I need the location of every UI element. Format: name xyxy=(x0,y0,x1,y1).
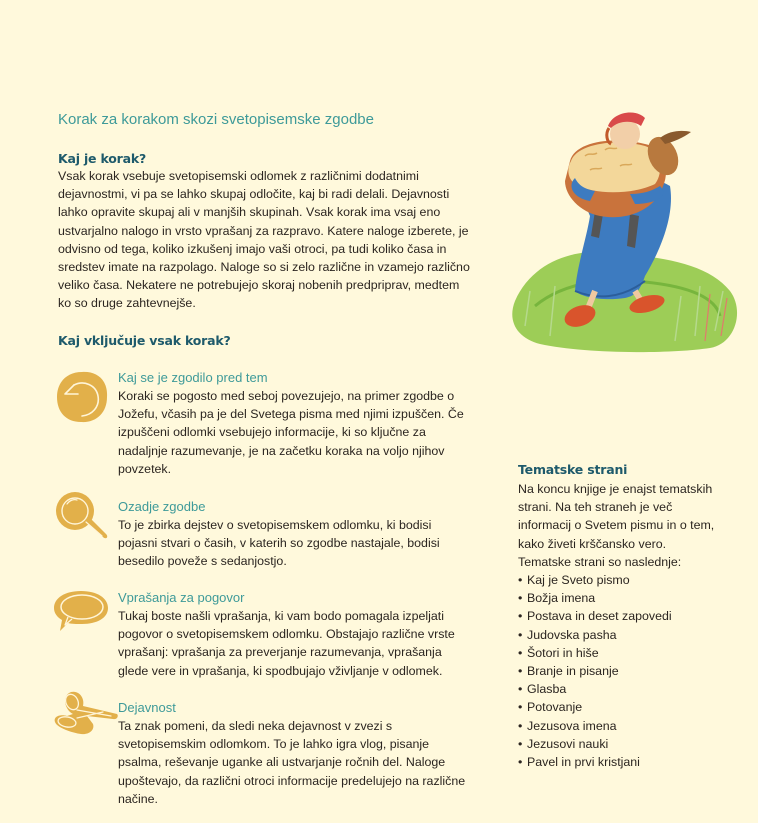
bullet-icon: • xyxy=(518,736,523,751)
topic-item xyxy=(518,644,718,662)
topic-item xyxy=(518,626,718,644)
page-title: Korak za korakom skozi svetopisemske zgodbe xyxy=(58,111,374,128)
included-heading: Kaj vključuje vsak korak? xyxy=(58,333,231,348)
topic-label: Pavel in prvi kristjani xyxy=(527,755,640,770)
topic-label: Šotori in hiše xyxy=(527,645,599,660)
sidebar-box xyxy=(518,480,718,771)
item-text: Tukaj boste našli vprašanja, ki vam bodo pomagala izpeljati pogovor o svetopisemskem odlomku. Obstajajo različne vrste vprašanj: vprašanja za preverjanje razumevanja, vprašanja glede vere in vprašanja, ki spodbujajo vživljanje v odlomek. xyxy=(118,609,455,678)
bullet-icon: • xyxy=(518,645,523,660)
item-story-background xyxy=(118,498,470,571)
bullet-icon: • xyxy=(518,573,523,588)
item-text: To je zbirka dejstev o svetopisemskem odlomku, ki bodisi pojasni stvari o časih, v katerih so zgodbe nastajale, bodisi besedilo poveže s sedanjostjo. xyxy=(118,518,440,569)
item-discussion-questions xyxy=(118,589,470,680)
bullet-icon: • xyxy=(518,591,523,606)
sidebar-heading: Tematske strani xyxy=(518,462,628,477)
bullet-icon: • xyxy=(518,682,523,697)
item-title: Vprašanja za pogovor xyxy=(118,590,245,605)
scissors-icon xyxy=(53,690,119,736)
bullet-icon: • xyxy=(518,627,523,642)
shepherd-sheep-illustration xyxy=(495,86,755,356)
item-title: Ozadje zgodbe xyxy=(118,499,206,514)
topic-label: Kaj je Sveto pismo xyxy=(527,573,630,588)
topic-label: Branje in pisanje xyxy=(527,664,619,679)
circular-arrow-icon xyxy=(54,369,110,425)
item-title: Kaj se je zgodilo pred tem xyxy=(118,370,268,385)
topic-label: Jezusova imena xyxy=(527,718,617,733)
topic-item xyxy=(518,571,718,589)
topic-item xyxy=(518,735,718,753)
topic-label: Božja imena xyxy=(527,591,596,606)
item-text: Ta znak pomeni, da sledi neka dejavnost v zvezi s svetopisemskim odlomkom. To je lahko igra vlog, pisanje psalma, reševanje uganke ali ustvarjanje ročnih del. Naloge upoštevajo, da različni otroci informacije predelujejo na različne načine. xyxy=(118,719,466,806)
bullet-icon: • xyxy=(518,664,523,679)
sidebar-paragraph: Na koncu knjige je enajst tematskih strani. Na teh straneh je več informacij o Svetem pismu in o tem, kako živeti krščansko vero. Tematske strani so naslednje: xyxy=(518,482,715,569)
topic-item xyxy=(518,662,718,680)
topic-label: Potovanje xyxy=(527,700,583,715)
item-activity xyxy=(118,699,470,808)
speech-bubble-icon xyxy=(52,589,110,633)
bullet-icon: • xyxy=(518,718,523,733)
bullet-icon: • xyxy=(518,755,523,770)
topic-item xyxy=(518,680,718,698)
topic-label: Postava in deset zapovedi xyxy=(527,609,672,624)
bullet-icon: • xyxy=(518,609,523,624)
topic-label: Jezusovi nauki xyxy=(527,736,609,751)
topic-label: Glasba xyxy=(527,682,567,697)
item-text: Koraki se pogosto med seboj povezujejo, na primer zgodbe o Jožefu, včasih pa je del Svetega pisma med njimi izpuščen. Če izpuščeni odlomki vsebujejo informacije, ki so ključne za nadaljnje razumevanje, je na začetku koraka na voljo njihov povzetek. xyxy=(118,389,464,476)
intro-paragraph: Vsak korak vsebuje svetopisemski odlomek z različnimi dodatnimi dejavnostmi, vi pa se lahko skupaj odločite, kaj bi radi delali. Dejavnosti lahko opravite skupaj ali v manjših skupinah. Vsak korak ima vsaj eno ustvarjalno nalogo in vrsto vprašanj za razpravo. Katere naloge izberete, je odvisno od tega, koliko izkušenj imajo vaši otroci, pa tudi koliko časa in sredstev imate na razpolago. Naloge so si zelo različne in vzamejo različno veliko časa. Nekatere ne potrebujejo skoraj nobenih predpriprav, medtem ko so druge zahtevnejše. xyxy=(58,169,470,311)
topic-label: Judovska pasha xyxy=(527,627,617,642)
topic-item xyxy=(518,607,718,625)
intro-heading: Kaj je korak? xyxy=(58,151,147,166)
bullet-icon: • xyxy=(518,700,523,715)
topic-item xyxy=(518,698,718,716)
magnifying-glass-icon xyxy=(53,490,111,542)
topic-item xyxy=(518,717,718,735)
item-title: Dejavnost xyxy=(118,700,176,715)
topic-item xyxy=(518,753,718,771)
topic-list xyxy=(518,571,718,771)
topic-item xyxy=(518,589,718,607)
item-what-happened-before xyxy=(118,369,470,478)
